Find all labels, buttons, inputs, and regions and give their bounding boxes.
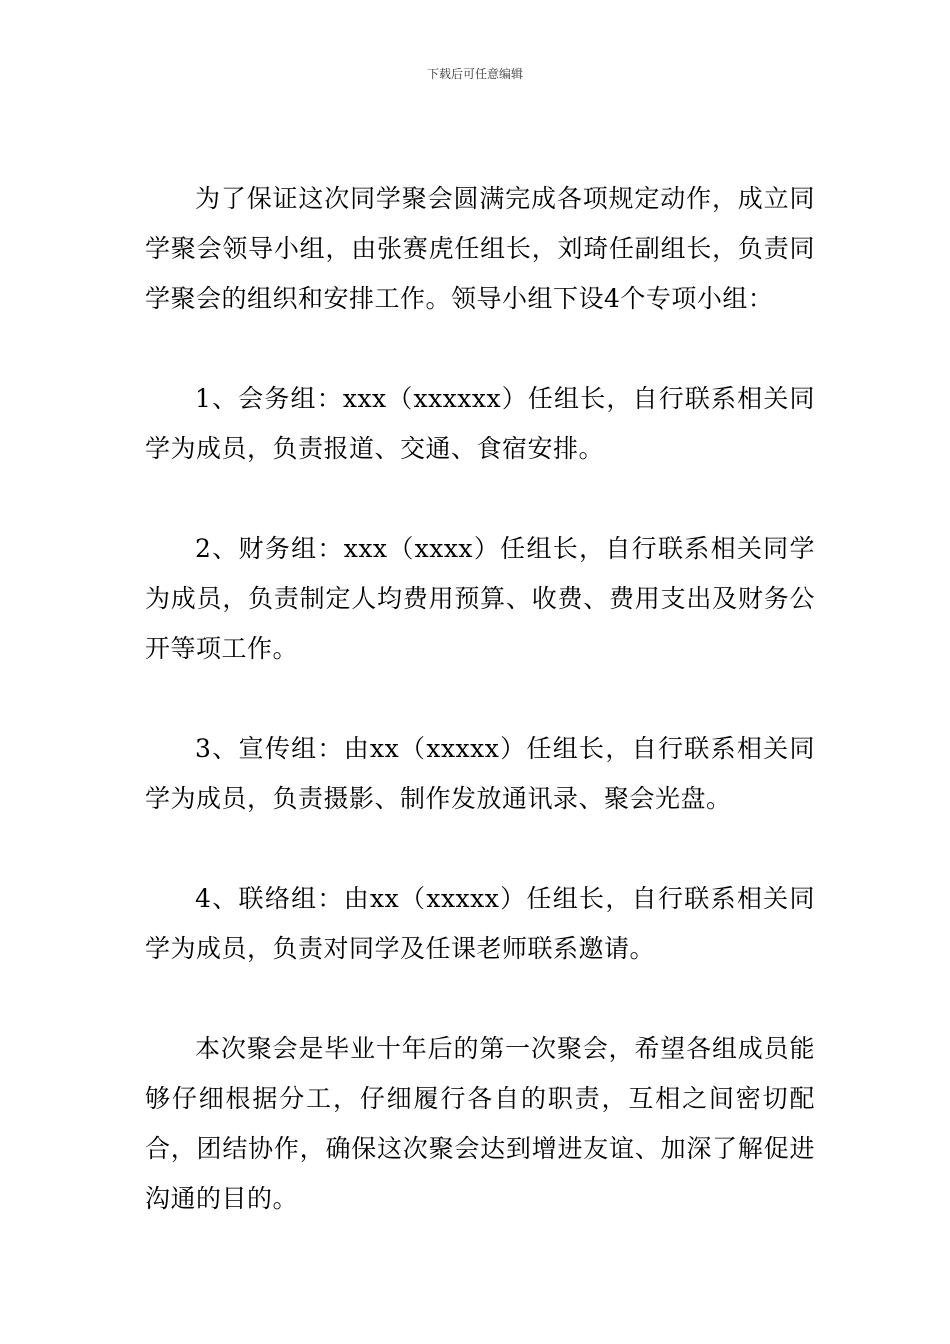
paragraph-closing: 本次聚会是毕业十年后的第一次聚会，希望各组成员能够仔细根据分工，仔细履行各自的职责，互相之间密切配合，团结协作，确保这次聚会达到增进友谊、加深了解促进沟通的目的。: [145, 1034, 815, 1213]
paragraph-affairs-group: 1、会务组：xxx（xxxxxx）任组长，自行联系相关同学为成员，负责报道、交通、食宿安排。: [145, 384, 815, 463]
header-note: 下载后可任意编辑: [426, 67, 523, 81]
paragraph-finance-group: 2、财务组：xxx（xxxx）任组长，自行联系相关同学为成员，负责制定人均费用预算、收费、费用支出及财务公开等项工作。: [145, 534, 815, 663]
paragraph-intro: 为了保证这次同学聚会圆满完成各项规定动作，成立同学聚会领导小组，由张赛虎任组长，刘琦任副组长，负责同学聚会的组织和安排工作。领导小组下设4个专项小组：: [145, 184, 815, 313]
paragraph-publicity-group: 3、宣传组：由xx（xxxxx）任组长，自行联系相关同学为成员，负责摄影、制作发放通讯录、聚会光盘。: [145, 734, 815, 813]
document-body: [145, 174, 815, 1224]
paragraph-liaison-group: 4、联络组：由xx（xxxxx）任组长，自行联系相关同学为成员，负责对同学及任课老师联系邀请。: [145, 884, 815, 963]
